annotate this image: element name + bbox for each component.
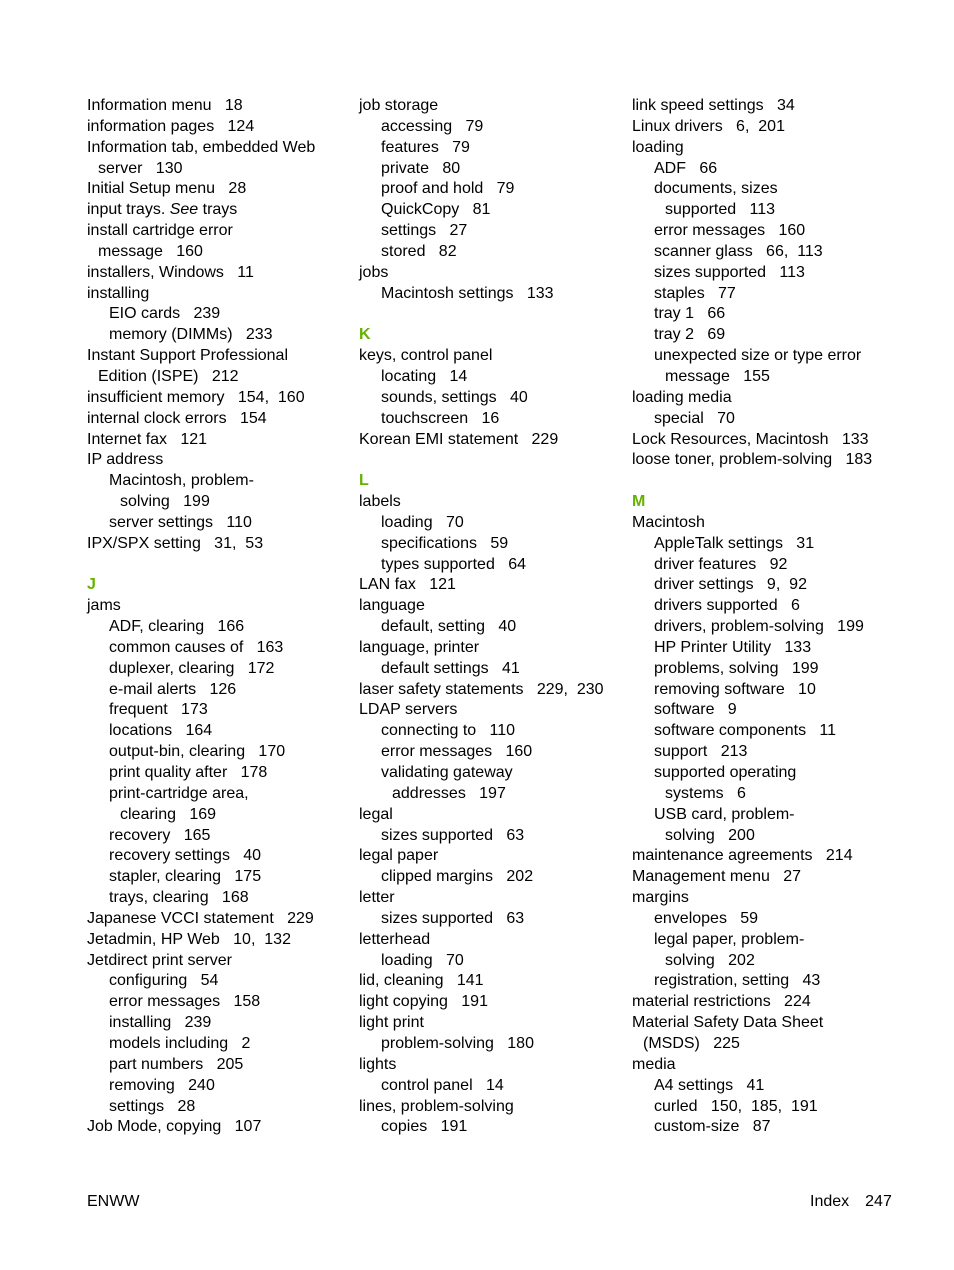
index-subentry: stapler, clearing 175 <box>109 868 262 886</box>
index-subentry: envelopes 59 <box>654 909 759 927</box>
index-entry: media <box>632 1055 676 1073</box>
index-entry: Linux drivers 6, 201 <box>632 117 785 135</box>
index-subentry: copies 191 <box>381 1118 468 1136</box>
index-entry: Jetadmin, HP Web 10, 132 <box>87 930 291 948</box>
index-subentry: settings 28 <box>109 1097 196 1115</box>
index-subentry: driver features 92 <box>654 555 788 573</box>
index-see-reference: See <box>169 201 199 219</box>
index-entry: legal paper <box>359 847 439 865</box>
index-entry: language, printer <box>359 638 480 656</box>
index-column-2 <box>359 96 629 1138</box>
index-entry: jobs <box>359 263 389 281</box>
footer-section: Index <box>810 1193 850 1210</box>
index-entry: Material Safety Data Sheet <box>632 1014 824 1032</box>
index-entry-continuation: solving 200 <box>665 826 755 844</box>
index-subentry: tray 2 69 <box>654 326 726 344</box>
index-subentry: private 80 <box>381 159 461 177</box>
index-subentry: trays, clearing 168 <box>109 889 249 907</box>
index-entry: LDAP servers <box>359 701 458 719</box>
index-subentry: frequent 173 <box>109 701 208 719</box>
index-subentry: problem-solving 180 <box>381 1034 534 1052</box>
index-subentry: removing software 10 <box>654 680 816 698</box>
index-entry: link speed settings 34 <box>632 97 795 114</box>
index-subentry: QuickCopy 81 <box>381 201 491 219</box>
index-subentry: control panel 14 <box>381 1076 504 1094</box>
index-entry-continuation: Edition (ISPE) 212 <box>98 367 239 385</box>
index-subentry: problems, solving 199 <box>654 659 819 677</box>
index-subentry: ADF 66 <box>654 159 718 177</box>
index-entry: internal clock errors 154 <box>87 409 267 427</box>
index-subentry: server settings 110 <box>109 513 252 531</box>
index-subentry: specifications 59 <box>381 534 509 552</box>
index-subentry: loading 70 <box>381 513 464 531</box>
index-subentry: touchscreen 16 <box>381 409 500 427</box>
index-entry-continuation: message 160 <box>98 242 203 260</box>
index-entry: letter <box>359 889 395 907</box>
index-entry: Information tab, embedded Web <box>87 138 316 156</box>
index-subentry: types supported 64 <box>381 555 526 573</box>
index-entry: Job Mode, copying 107 <box>87 1118 262 1136</box>
index-subentry: default, setting 40 <box>381 618 517 636</box>
index-entry: IPX/SPX setting 31, 53 <box>87 534 264 552</box>
index-entry: legal <box>359 805 393 823</box>
index-subentry: loading 70 <box>381 951 464 969</box>
index-subentry: documents, sizes <box>654 180 778 198</box>
index-subentry: recovery settings 40 <box>109 847 262 865</box>
index-subentry: duplexer, clearing 172 <box>109 659 275 677</box>
index-subentry: software components 11 <box>654 722 837 740</box>
index-entry: laser safety statements 229, 230 <box>359 680 604 698</box>
index-subentry: settings 27 <box>381 222 468 240</box>
index-subentry: drivers supported 6 <box>654 597 800 615</box>
index-subentry: e-mail alerts 126 <box>109 680 237 698</box>
index-entry: loading <box>632 138 684 156</box>
index-subentry: accessing 79 <box>381 117 484 135</box>
index-subentry: sizes supported 113 <box>654 263 805 281</box>
index-entry: material restrictions 224 <box>632 993 811 1011</box>
index-subentry: removing 240 <box>109 1076 215 1094</box>
footer-publication-code: ENWW <box>87 1193 140 1210</box>
index-subentry: HP Printer Utility 133 <box>654 638 812 656</box>
index-entry: Macintosh <box>632 513 705 531</box>
footer-left <box>87 1192 139 1212</box>
index-subentry: custom-size 87 <box>654 1118 771 1136</box>
index-entry-continuation: clearing 169 <box>120 805 217 823</box>
index-subentry: common causes of 163 <box>109 638 284 656</box>
index-section-heading: K <box>359 326 371 344</box>
index-subentry: scanner glass 66, 113 <box>654 242 823 260</box>
index-subentry: models including 2 <box>109 1034 251 1052</box>
index-entry: labels <box>359 493 401 511</box>
index-entry-continuation: solving 202 <box>665 951 755 969</box>
index-entry-continuation: supported 113 <box>665 201 776 219</box>
index-subentry: special 70 <box>654 409 735 427</box>
index-entry: language <box>359 597 425 615</box>
index-subentry: unexpected size or type error <box>654 347 862 365</box>
index-subentry: supported operating <box>654 764 797 781</box>
index-entry: lid, cleaning 141 <box>359 972 484 990</box>
index-entry: margins <box>632 889 689 907</box>
index-entry: install cartridge error <box>87 222 233 240</box>
index-section-heading: J <box>87 576 96 594</box>
index-subentry: recovery 165 <box>109 826 211 844</box>
index-entry-continuation: addresses 197 <box>392 784 506 802</box>
index-subentry: registration, setting 43 <box>654 972 821 990</box>
index-subentry: error messages 160 <box>654 222 806 240</box>
index-entry-continuation: solving 199 <box>120 493 210 511</box>
index-entry: Lock Resources, Macintosh 133 <box>632 430 869 448</box>
index-subentry: sizes supported 63 <box>381 826 525 844</box>
index-subentry: curled 150, 185, 191 <box>654 1097 818 1115</box>
index-entry: job storage <box>359 97 439 114</box>
index-subentry: memory (DIMMs) 233 <box>109 326 273 344</box>
index-subentry: locations 164 <box>109 722 213 740</box>
index-entry: keys, control panel <box>359 347 493 365</box>
index-entry: Initial Setup menu 28 <box>87 180 247 198</box>
index-entry: lights <box>359 1055 397 1073</box>
index-subentry: driver settings 9, 92 <box>654 576 807 594</box>
index-entry: IP address <box>87 451 164 469</box>
index-subentry: A4 settings 41 <box>654 1076 765 1094</box>
index-subentry: sizes supported 63 <box>381 909 525 927</box>
index-subentry: connecting to 110 <box>381 722 516 740</box>
index-section-heading: L <box>359 472 369 490</box>
index-subentry: tray 1 66 <box>654 305 726 323</box>
index-entry: Instant Support Professional <box>87 347 289 365</box>
index-subentry: sounds, settings 40 <box>381 388 528 406</box>
index-entry: loading media <box>632 388 732 406</box>
index-subentry: print-cartridge area, <box>109 784 249 802</box>
index-column-1 <box>87 96 357 1138</box>
index-entry: Japanese VCCI statement 229 <box>87 909 314 927</box>
index-subentry: error messages 158 <box>109 993 261 1011</box>
index-entry: light copying 191 <box>359 993 488 1011</box>
index-entry-continuation: message 155 <box>665 367 770 385</box>
index-subentry: default settings 41 <box>381 659 520 677</box>
index-subentry: software 9 <box>654 701 737 719</box>
index-entry: lines, problem-solving <box>359 1097 514 1115</box>
footer-page-number: 247 <box>865 1193 892 1210</box>
index-entry: Information menu 18 <box>87 97 243 114</box>
index-entry: installing <box>87 284 150 302</box>
index-section-heading: M <box>632 493 646 511</box>
index-entry: jams <box>87 597 121 615</box>
index-entry: maintenance agreements 214 <box>632 847 853 865</box>
index-entry: Management menu 27 <box>632 868 801 886</box>
footer-right <box>810 1192 892 1212</box>
index-entry-continuation: server 130 <box>98 159 183 177</box>
index-subentry: part numbers 205 <box>109 1055 244 1073</box>
index-entry: Korean EMI statement 229 <box>359 430 559 448</box>
index-subentry: legal paper, problem- <box>654 930 805 948</box>
index-entry: letterhead <box>359 930 431 948</box>
index-subentry: stored 82 <box>381 242 457 260</box>
index-subentry: features 79 <box>381 138 470 156</box>
index-subentry: configuring 54 <box>109 972 219 990</box>
index-entry: input trays. See trays <box>87 201 238 219</box>
index-entry: installers, Windows 11 <box>87 263 254 281</box>
index-entry-continuation: systems 6 <box>665 784 746 802</box>
index-subentry: locating 14 <box>381 367 468 385</box>
index-entry: Jetdirect print server <box>87 951 232 969</box>
index-entry: Internet fax 121 <box>87 430 208 448</box>
index-subentry: USB card, problem- <box>654 805 795 823</box>
index-subentry: drivers, problem-solving 199 <box>654 618 864 636</box>
index-subentry: error messages 160 <box>381 743 533 761</box>
index-subentry: output-bin, clearing 170 <box>109 743 286 761</box>
index-column-3 <box>632 96 902 1138</box>
index-subentry: ADF, clearing 166 <box>109 618 245 636</box>
index-entry: insufficient memory 154, 160 <box>87 388 305 406</box>
index-subentry: print quality after 178 <box>109 764 268 781</box>
index-subentry: proof and hold 79 <box>381 180 515 198</box>
index-subentry: Macintosh settings 133 <box>381 284 554 302</box>
index-subentry: support 213 <box>654 743 748 761</box>
index-entry-continuation: (MSDS) 225 <box>643 1034 740 1052</box>
index-subentry: AppleTalk settings 31 <box>654 534 815 552</box>
index-entry: loose toner, problem-solving 183 <box>632 451 873 469</box>
index-subentry: clipped margins 202 <box>381 868 534 886</box>
index-subentry: staples 77 <box>654 284 736 302</box>
index-subentry: EIO cards 239 <box>109 305 221 323</box>
index-subentry: Macintosh, problem- <box>109 472 254 490</box>
index-subentry: validating gateway <box>381 764 513 781</box>
index-entry: light print <box>359 1014 424 1032</box>
index-entry: LAN fax 121 <box>359 576 456 594</box>
index-entry: information pages 124 <box>87 117 255 135</box>
index-subentry: installing 239 <box>109 1014 212 1032</box>
